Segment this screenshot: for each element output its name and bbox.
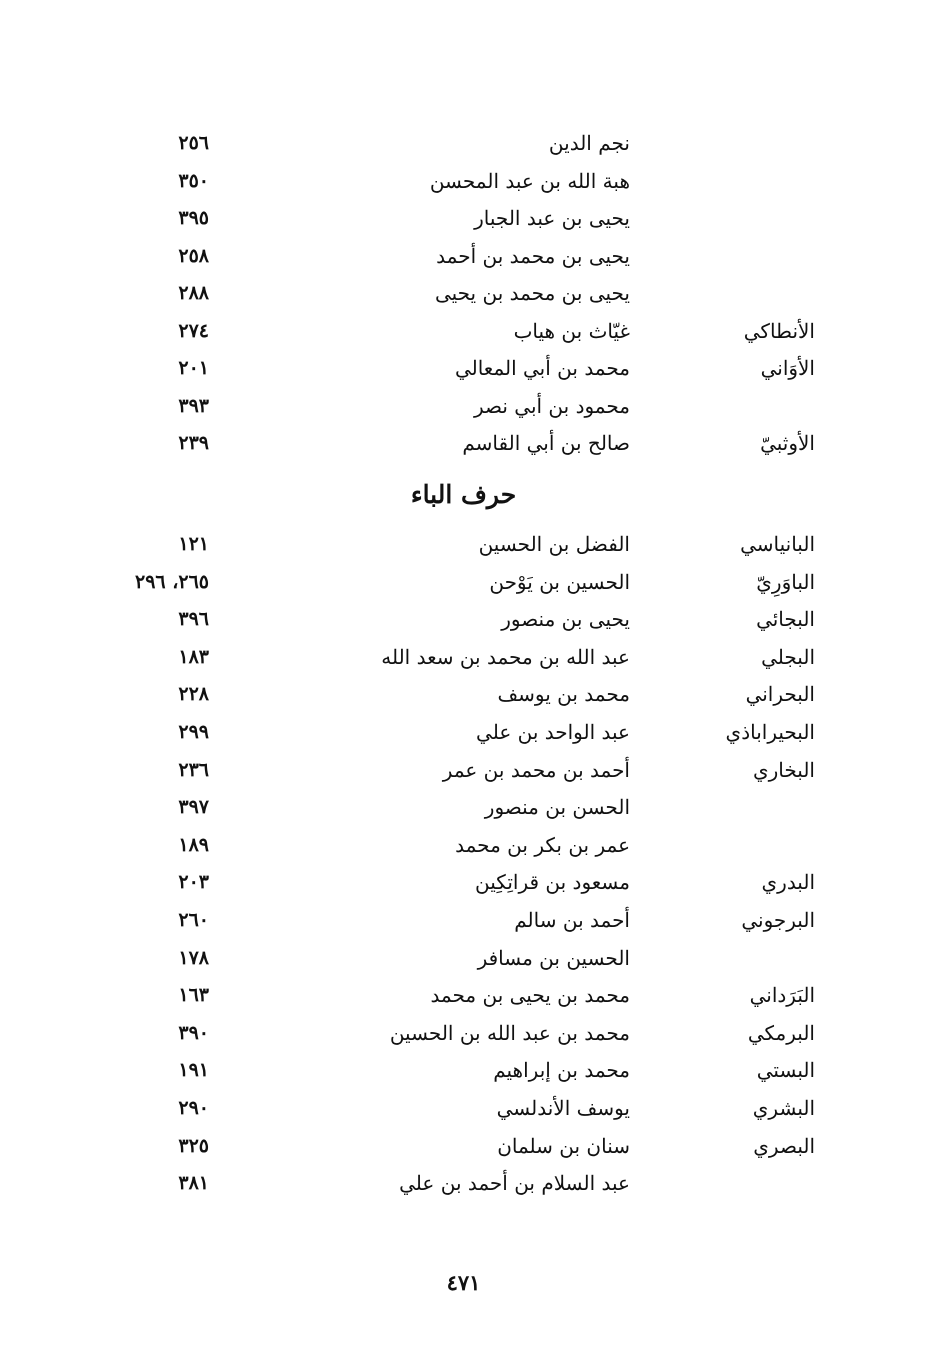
entry-page-number: ٢٩٠ [178, 1097, 209, 1119]
entry-page-number: ٢٠٣ [178, 871, 209, 894]
entry-nisba: البجلي [761, 644, 815, 669]
index-entry [0, 525, 927, 563]
index-entry [0, 788, 927, 826]
entry-page-number: ٣٨١ [178, 1172, 209, 1195]
page-number: ٤٧١ [446, 1270, 481, 1295]
entry-page-number: ٣٥٠ [178, 169, 209, 192]
entry-name: غيّاث بن هياب [513, 318, 630, 343]
entry-name: محمد بن إبراهيم [493, 1058, 630, 1083]
entry-name: الحسين بن يَوْحن [489, 569, 630, 594]
entry-name: يحيى بن محمد بن أحمد [436, 243, 630, 268]
entry-page-number: ٢٠١ [178, 357, 209, 379]
index-entry [0, 600, 927, 638]
index-entry [0, 826, 927, 864]
entry-nisba: البدري [761, 870, 815, 895]
entry-name: يحيى بن عبد الجبار [474, 206, 630, 230]
entry-name: الحسين بن مسافر [477, 945, 630, 970]
entry-name: يوسف الأندلسي [496, 1096, 630, 1120]
entry-name: أحمد بن سالم [514, 908, 630, 932]
index-entry [0, 349, 927, 387]
entry-page-number: ٣٩٥ [178, 207, 209, 229]
index-entry [0, 199, 927, 237]
index-entry [0, 1164, 927, 1202]
entry-page-number: ١٧٨ [178, 946, 209, 969]
entry-name: الفضل بن الحسين [478, 532, 630, 556]
entry-name: الحسن بن منصور [484, 795, 630, 820]
entry-page-number: ١٢١ [178, 533, 209, 555]
entry-nisba: البحراني [745, 682, 815, 707]
entry-nisba: البرجوني [741, 908, 815, 932]
entry-name: عبد السلام بن أحمد بن علي [399, 1171, 630, 1196]
entry-page-number: ٣٩٠ [178, 1021, 209, 1044]
index-entry [0, 387, 927, 425]
entry-nisba: البشري [752, 1096, 815, 1120]
index-entry [0, 713, 927, 751]
entry-nisba: البخاري [752, 757, 815, 782]
index-entry [0, 863, 927, 901]
entry-name: محمد بن أبي المعالي [454, 356, 630, 380]
index-entry [0, 1051, 927, 1089]
entry-name: صالح بن أبي القاسم [462, 431, 630, 455]
entry-name: عبد الواحد بن علي [476, 720, 630, 744]
index-entry [0, 675, 927, 713]
index-entry [0, 1014, 927, 1052]
index-entry [0, 424, 927, 462]
entry-name: أحمد بن محمد بن عمر [442, 757, 630, 782]
index-entry [0, 901, 927, 939]
entry-page-number: ٢٧٤ [178, 319, 209, 342]
entry-page-number: ١٩١ [178, 1059, 209, 1082]
entry-name: محمد بن يحيى بن محمد [430, 983, 630, 1008]
entry-nisba: الأوَاني [760, 356, 815, 380]
entry-name: عمر بن بكر بن محمد [455, 832, 630, 857]
index-entry [0, 312, 927, 350]
entry-name: هبة الله بن عبد المحسن [429, 168, 630, 193]
entry-name: عبد الله بن محمد بن سعد الله [381, 644, 630, 669]
entry-nisba: الباوَرِيّ [756, 569, 815, 594]
entry-name: محمود بن أبي نصر [473, 393, 630, 418]
entry-page-number: ٣٩٦ [178, 608, 209, 631]
entry-page-number: ٣٩٣ [178, 394, 209, 417]
index-entry [0, 1089, 927, 1127]
entry-page-number: ١٨٩ [178, 833, 209, 856]
entry-page-number: ٢٦٠ [178, 909, 209, 931]
entry-page-number: ٢٩٩ [178, 721, 209, 743]
entry-page-number: ١٦٣ [178, 984, 209, 1007]
entry-page-number: ٢٥٨ [178, 244, 209, 267]
section-heading: حرف الباء [410, 480, 517, 509]
entry-page-number: ٣٩٧ [178, 796, 209, 819]
index-entry [0, 638, 927, 676]
index-entry [0, 237, 927, 275]
entry-nisba: البستي [756, 1058, 815, 1083]
entry-name: سنان بن سلمان [497, 1133, 630, 1158]
entry-nisba: البانياسي [740, 532, 815, 556]
entry-page-number: ٢٨٨ [178, 282, 209, 304]
entry-name: يحيى بن منصور [501, 607, 630, 632]
entry-page-number: ١٨٣ [178, 645, 209, 668]
entry-page-number: ٢٦٥، ٢٩٦ [135, 570, 209, 593]
entry-page-number: ٢٣٩ [178, 432, 209, 454]
entry-nisba: الأوثبيّ [760, 431, 815, 455]
index-entry [0, 939, 927, 977]
index-entry [0, 274, 927, 312]
entry-page-number: ٢٢٨ [178, 683, 209, 706]
entry-nisba: الأنطاكي [743, 318, 815, 343]
entry-page-number: ٣٢٥ [178, 1134, 209, 1157]
entry-name: محمد بن عبد الله بن الحسين [389, 1020, 630, 1045]
entry-nisba: البَرَداني [749, 983, 815, 1008]
entry-nisba: البرمكي [747, 1020, 815, 1045]
entry-name: يحيى بن محمد بن يحيى [434, 281, 630, 305]
index-entry [0, 563, 927, 601]
entry-nisba: البجائي [756, 607, 815, 632]
index-entry [0, 124, 927, 162]
index-entry [0, 1127, 927, 1165]
entry-name: محمد بن يوسف [497, 682, 630, 707]
entry-nisba: البصري [753, 1133, 815, 1158]
index-entry [0, 976, 927, 1014]
entry-name: مسعود بن قراتِكِين [475, 870, 630, 895]
entry-page-number: ٢٣٦ [178, 758, 209, 781]
entry-nisba: البحيراباذي [725, 720, 815, 744]
index-entry [0, 162, 927, 200]
index-entry [0, 751, 927, 789]
entry-name: نجم الدين [548, 131, 630, 155]
entry-page-number: ٢٥٦ [178, 132, 209, 154]
